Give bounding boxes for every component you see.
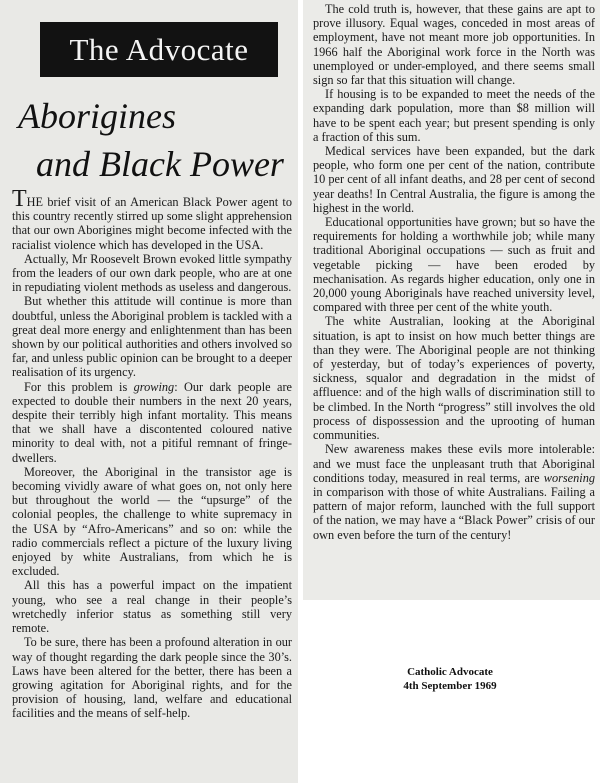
headline (10, 92, 295, 188)
source-caption (360, 665, 540, 693)
lead-text: HE brief visit of an American Black Power agent to this country recently stirred up some slight apprehension that our own Aborigines might become infected with the racialist violence which has developed in the USA. (12, 195, 292, 252)
paragraph: All this has a powerful impact on the impatient young, who see a real change in their people’s wretchedly inferior status as something still very remote. (12, 578, 292, 636)
caption-publication: Catholic Advocate (407, 666, 493, 678)
headline-line-1: Aborigines (18, 96, 176, 136)
right-column (313, 2, 595, 542)
paragraph: Actually, Mr Roosevelt Brown evoked little sympathy from the leaders of our own dark people, who are at one in repudiating violent methods as useless and dangerous. (12, 251, 292, 295)
left-column (12, 186, 292, 721)
headline-line-2: and Black Power (36, 144, 284, 184)
paragraph: Moreover, the Aboriginal in the transistor age is becoming vividly aware of what goes on, not only here but throughout the world — the “upsurge” of the colonial peoples, the challenge to white supremacy in the USA by “Afro-Americans” and so on: while the radio commercials reflect a picture of the luxury living enjoyed by white Australians, from which he is excluded. (12, 464, 292, 579)
paragraph: Medical services have been expanded, but the dark people, who form one per cent of the nation, contribute 10 per cent of all infant deaths, and 28 per cent of second year deaths! In Central Australia, the figure is among the highest in the world. (313, 144, 595, 215)
masthead-title: The Advocate (69, 31, 249, 67)
paragraph: The cold truth is, however, that these gains are apt to prove illusory. Equal wages, conceded in most areas of employment, have not meant more job opportunities. In 1966 half the Aboriginal work force in the North was unemployed or under-employed, and there seems small sign so far that this situation will change. (313, 2, 595, 88)
masthead (40, 22, 278, 77)
paragraph: The white Australian, looking at the Aboriginal situation, is apt to insist on how much better things are than they were. The Aboriginal people are not thinking of yesterday, but of today’s experiences of poverty, sickness, squalor and degradation in the midst of affluence: and of the high walls of discrimination still to be climbed. In the North “progress” still involves the old process of dispossession and the uprooting of human communities. (313, 314, 595, 443)
paragraph: But whether this attitude will continue is more than doubtful, unless the Aboriginal problem is tackled with a great deal more energy and enlightenment than has been shown by our political authorities and others involved so far, and unless public opinion can be brought to a deeper realisation of its urgency. (12, 294, 292, 380)
emphasis: worsening (543, 470, 595, 485)
left-clipping (0, 0, 298, 783)
paragraph: Educational opportunities have grown; but so have the requirements for holding a worthwhile job; while many traditional Aboriginal occupations — such as fruit and vegetable picking — have been eroded by mechanisation. As regards higher education, only one in 20,000 young Aboriginals have reached university level, compared with three per cent of the white youth. (313, 215, 595, 315)
text-run: For this problem is (24, 379, 134, 394)
paragraph (313, 442, 595, 541)
text-run: in comparison with those of white Australians. Failing a pattern of major reform, launched with the full support of the nation, we may have a “Black Power” crisis of our own even before the turn of the century! (313, 484, 595, 542)
text-run: New awareness makes these evils more intolerable: and we must face the unpleasant truth that Aboriginal conditions today, measured in real terms, are (313, 442, 595, 485)
paragraph (12, 380, 292, 465)
paragraph-lead (12, 186, 292, 252)
paragraph: If housing is to be expanded to meet the needs of the expanding dark population, more than $8 million will have to be spent each year; but present spending is only a fraction of this sum. (313, 87, 595, 144)
emphasis: growing (133, 379, 175, 394)
text-run: : Our dark people are expected to double their numbers in the next 20 years, despite their terribly high infant mortality. This means that we shall have a discontented coloured native minority to deal with, not a pitiful remnant of fringe-dwellers. (12, 379, 292, 465)
right-clipping (303, 0, 600, 600)
paragraph: To be sure, there has been a profound alteration in our way of thought regarding the dark people since the 30’s. Laws have been altered for the better, there has been a growing agitation for Aboriginal rights, and for the provision of housing, land, welfare and educational facilities and the means of self-help. (12, 635, 292, 721)
drop-cap: T (12, 186, 27, 212)
caption-date: 4th September 1969 (403, 680, 497, 692)
